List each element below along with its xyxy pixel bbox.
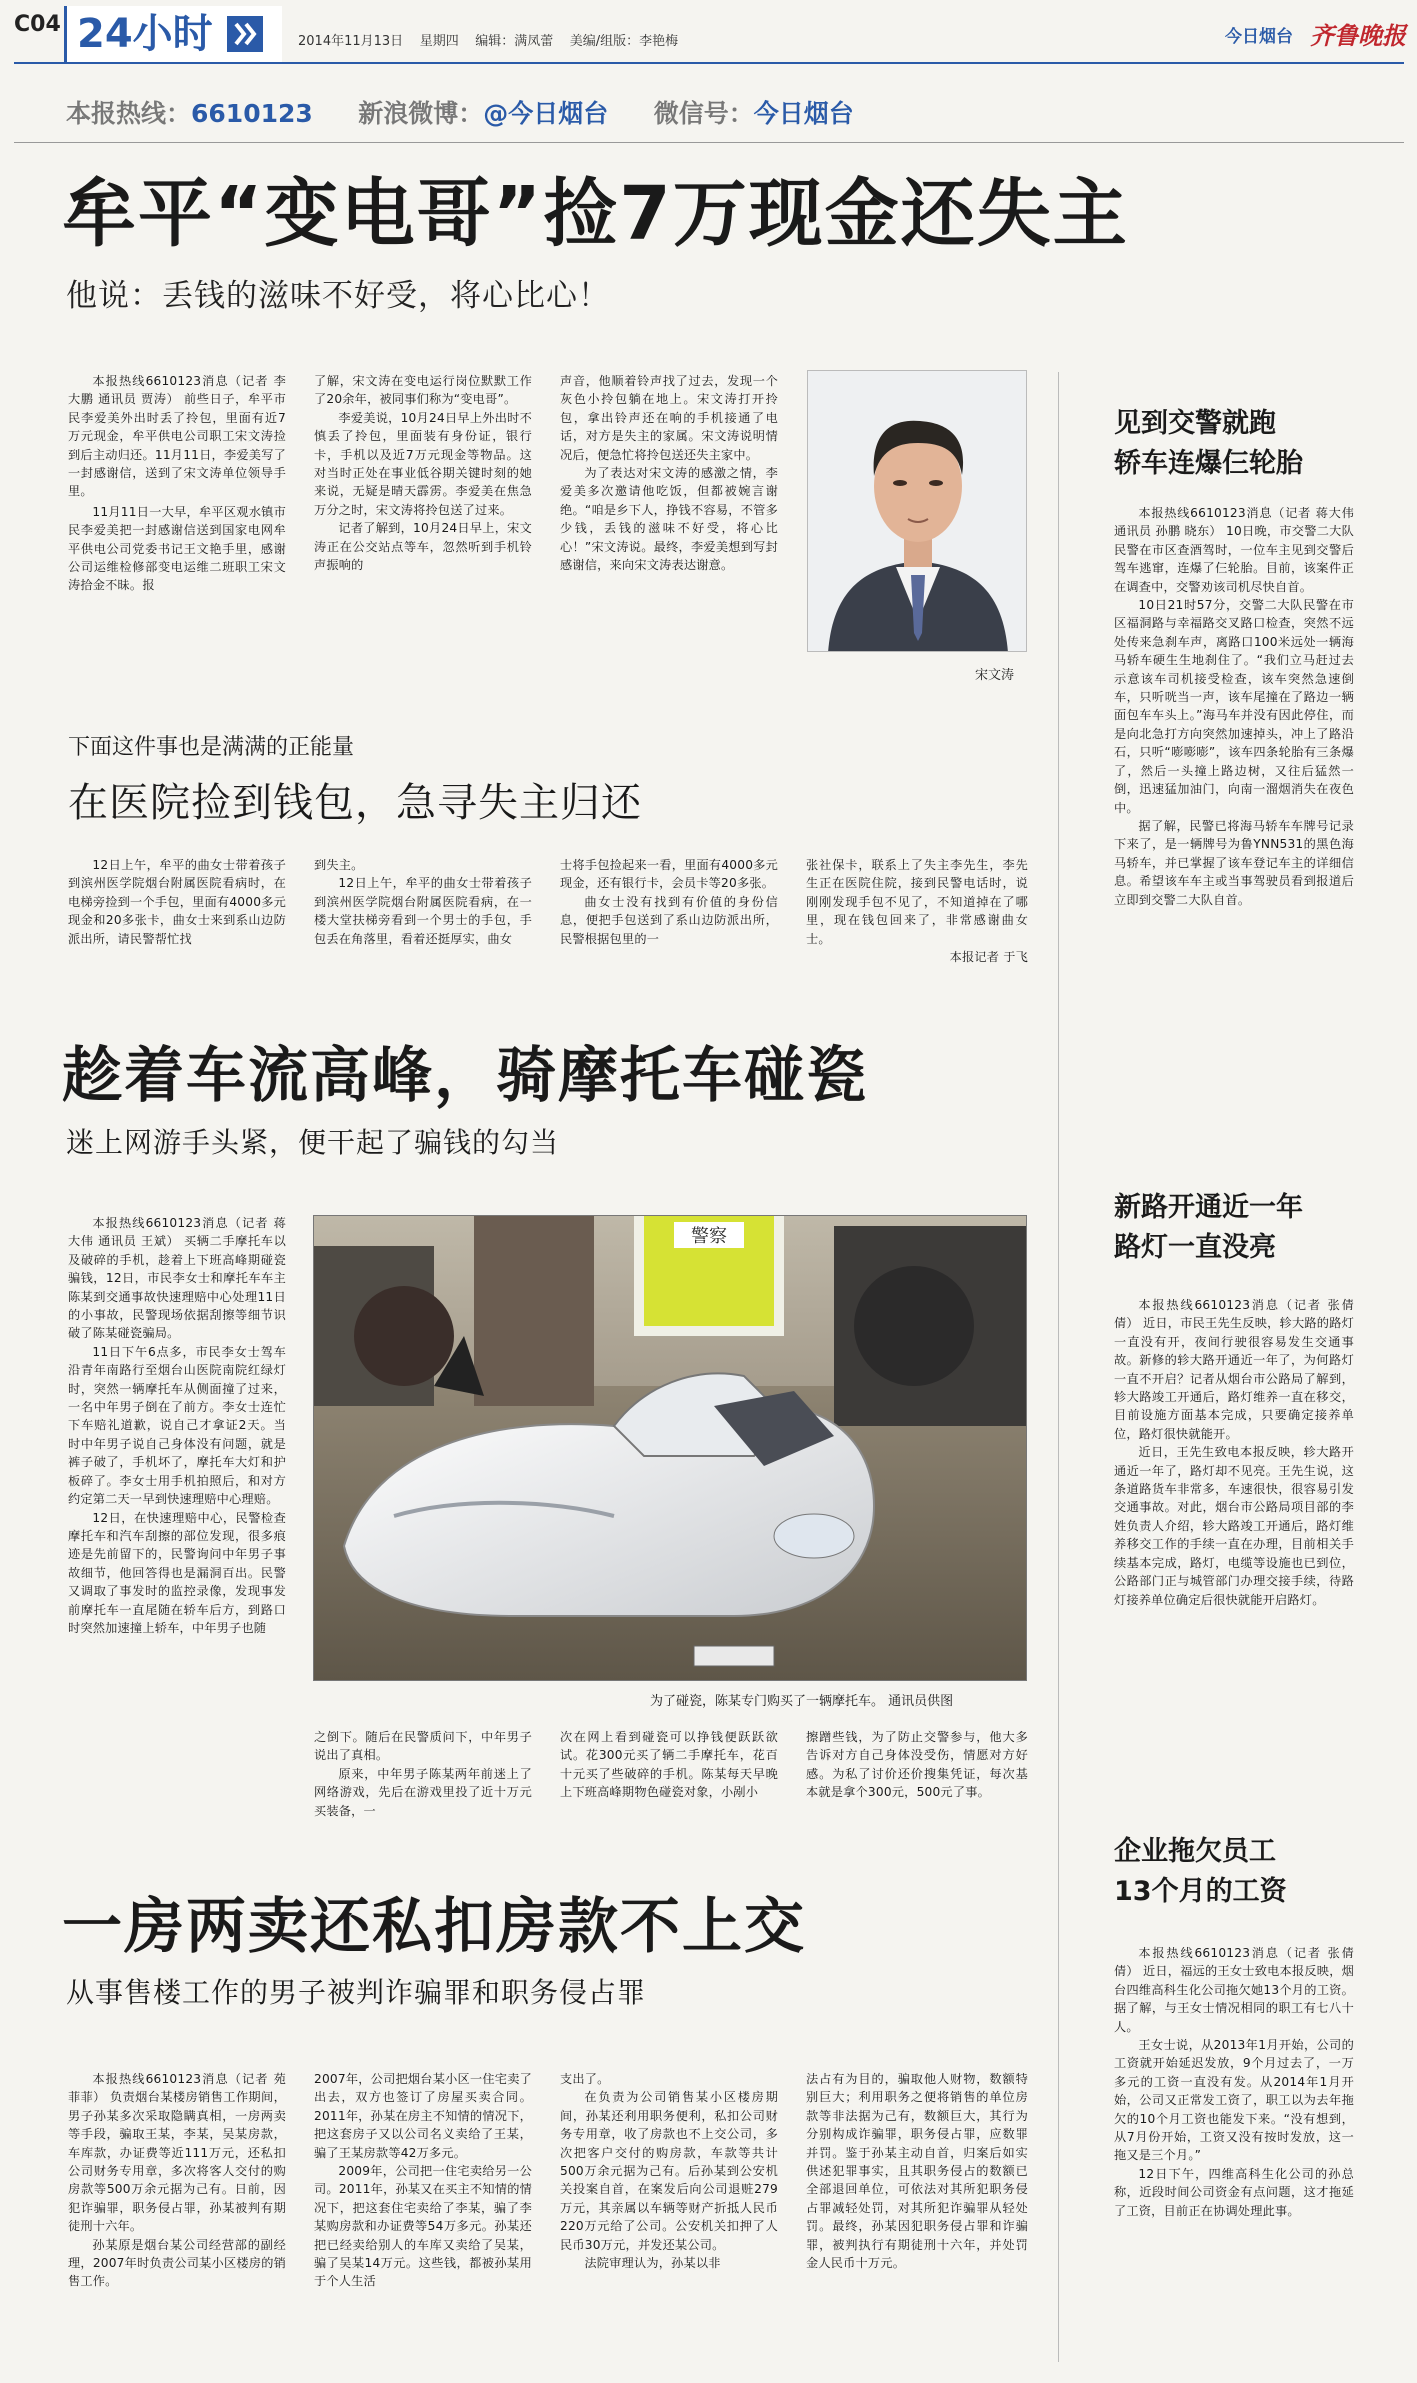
weibo-handle: @今日烟台 — [483, 99, 609, 128]
side2-headline — [1114, 1188, 1374, 1268]
house-headline: 一房两卖还私扣房款不上交 — [62, 1892, 806, 1962]
sub-kicker: 下面这件事也是满满的正能量 — [68, 735, 355, 760]
side2-title-line2: 路灯一直没亮 — [1114, 1232, 1276, 1263]
side3-body — [1114, 1944, 1354, 2220]
lead-headline: 牟平“变电哥”捡7万现金还失主 — [62, 171, 1129, 257]
paragraph: 次在网上看到碰瓷可以挣钱便跃跃欲试。花300元买了辆二手摩托车，花百十元买了些破碎的手机。陈某每天早晚上下班高峰期物色碰瓷对象，小剐小 — [560, 1730, 778, 1800]
paragraph: 法占有为目的，骗取他人财物，数额特别巨大；利用职务之便将销售的单位房款等非法据为己有，数额巨大，其行为分别构成诈骗罪，职务侵占罪，应数罪并罚。鉴于孙某主动自首，归案后如实供述犯罪事实，且其职务侵占的数额已全部退回单位，可依法对其所犯职务侵占罪减轻处罚，对其所犯诈骗罪从轻处罚。最终，孙某因犯职务侵占罪和诈骗罪，被判执行有期徒刑十六年，并处罚金人民币十万元。 — [806, 2072, 1028, 2271]
paragraph: 法院审理认为，孙某以非 — [584, 2256, 721, 2271]
motorcycle-photo — [313, 1215, 1027, 1681]
paragraph: 记者了解到，10月24日早上，宋文涛正在公交站点等车，忽然听到手机铃声振响的 — [314, 521, 532, 573]
paragraph: 本报热线6610123消息（记者 张倩倩） 近日，市民王先生反映，轸大路的路灯一直没有开，夜间行驶很容易发生交通事故。新修的轸大路开通近一年了，为何路灯一直不开启？记者从烟台市公路局了解到，轸大路竣工开通后，路灯维养一直在移交，目前设施方面基本完成，只要确定接养单位，路灯很快就能开。 — [1114, 1298, 1354, 1441]
house-column-3 — [560, 2070, 778, 2272]
portrait-caption: 宋文涛 — [975, 668, 1015, 683]
sub-column-2 — [314, 856, 532, 948]
section-title: 24小时 — [77, 11, 213, 57]
house-column-4 — [806, 2070, 1028, 2272]
moto-column-2 — [314, 1728, 532, 1820]
paragraph: 本报热线6610123消息（记者 苑菲菲） 负责烟台某楼房销售工作期间，男子孙某多次采取隐瞒真相，一房两卖等手段，骗取王某，李某，吴某房款，车库款，办证费等近111万元，还私扣公司财务专用章，多次将客人交付的购房款等500万余元据为己有。日前，因犯诈骗罪，职务侵占罪，孙某被判有期徒刑十六年。 — [68, 2072, 286, 2234]
issue-weekday: 星期四 — [419, 34, 459, 49]
page-number: C04 — [14, 12, 61, 37]
house-column-2 — [314, 2070, 532, 2291]
paragraph: 王女士说，从2013年1月开始，公司的工资就开始延迟发放，9个月过去了，一万多元的工资一直没有发。从2014年1月开始，公司又正常发工资了，职工以为去年拖欠的10个月工资也能发下来。“没有想到，从7月份开始，工资又没有按时发放，这一拖又是三个月。” — [1114, 2038, 1354, 2163]
paragraph: 本报热线6610123消息（记者 张倩倩） 近日，福远的王女士致电本报反映，烟台四维高科生化公司拖欠她13个月的工资。据了解，与王女士情况相同的职工有七八十人。 — [1114, 1946, 1354, 2034]
paragraph: 在负责为公司销售某小区楼房期间，孙某还利用职务便利，私扣公司财务专用章，收了房款也不上交公司，多次把客户交付的购房款，车款等共计500万余元据为己有。后孙某到公安机关投案自首，在案发后向公司退赃279万元，其亲属以车辆等财产折抵人民币220万元给了公司。公安机关扣押了人民币30万元，并发还某公司。 — [560, 2090, 778, 2252]
side1-headline — [1114, 404, 1374, 484]
vest-label: 警察 — [691, 1226, 727, 1247]
byline: 本报记者 于飞 — [949, 950, 1028, 965]
hotline-label: 本报热线： — [66, 99, 192, 128]
sub-headline: 在医院捡到钱包，急寻失主归还 — [68, 780, 642, 826]
paragraph: 2009年，公司把一住宅卖给另一公司。2011年，孙某又在买主不知情的情况下，把这套住宅卖给了李某，骗了李某购房款和办证费等54万多元。孙某还把已经卖给别人的车库又卖给了吴某，骗了吴某14万元。这些钱，都被孙某用于个人生活 — [314, 2164, 532, 2289]
paragraph: 12日上午，牟平的曲女士带着孩子到滨州医学院烟台附属医院看病时，在电梯旁捡到一个手包，里面有4000多元现金和20多张卡，曲女士来到系山边防派出所，请民警帮忙找 — [68, 858, 286, 946]
paragraph: 据了解，民警已将海马轿车车牌号记录下来了，是一辆牌号为鲁YNN531的黑色海马轿车，并已掌握了该车登记车主的详细信息。希望该车车主或当事驾驶员看到报道后立即到交警二大队自首。 — [1114, 818, 1354, 907]
portrait-photo — [807, 370, 1027, 652]
side2-title-line1: 新路开通近一年 — [1114, 1192, 1303, 1223]
paragraph: 12日上午，牟平的曲女士带着孩子到滨州医学院烟台附属医院看病，在一楼大堂扶梯旁看到一个男士的手包，手包丢在角落里，看着还挺厚实，曲女 — [314, 876, 532, 946]
section-banner — [64, 6, 282, 62]
lead-subtitle: 他说：丢钱的滋味不好受，将心比心！ — [66, 278, 610, 314]
lead-column-1 — [68, 372, 286, 595]
paragraph: 本报热线6610123消息（记者 蒋大伟 通讯员 王斌） 买辆二手摩托车以及破碎的手机，趁着上下班高峰期碰瓷骗钱，12日，市民李女士和摩托车车主陈某到交通事故快速理赔中心处理11日的小事故，民警现场依据刮擦等细节识破了陈某碰瓷骗局。 — [68, 1216, 286, 1341]
sub-column-1 — [68, 856, 286, 948]
wechat-label: 微信号： — [653, 99, 754, 128]
side1-title-line1: 见到交警就跑 — [1114, 408, 1276, 439]
paragraph: 声音，他顺着铃声找了过去，发现一个灰色小拎包躺在地上。宋文涛打开拎包，拿出铃声还在响的手机接通了电话，对方是失主的家属。宋文涛说明情况后，便急忙将拎包送还失主家中。 — [560, 374, 778, 462]
house-subtitle: 从事售楼工作的男子被判诈骗罪和职务侵占罪 — [66, 1976, 647, 2009]
issue-meta — [298, 30, 678, 49]
paragraph: 了解，宋文涛在变电运行岗位默默工作了20余年，被同事们称为“变电哥”。 — [314, 374, 532, 407]
column-tag: 今日烟台 — [1225, 27, 1293, 47]
moto-column-4 — [806, 1728, 1028, 1802]
chevron-right-icon — [227, 16, 263, 52]
moto-photo-caption: 为了碰瓷，陈某专门购买了一辆摩托车。 通讯员供图 — [650, 1694, 954, 1709]
paragraph: 本报热线6610123消息（记者 李大鹏 通讯员 贾涛） 前些日子，牟平市民李爱美外出时丢了拎包，里面有近7万元现金，牟平供电公司职工宋文涛捡到后主动归还。11月11日，李爱美写了一封感谢信，送到了宋文涛单位领导手里。 — [68, 374, 286, 499]
side3-title-line2: 13个月的工资 — [1114, 1876, 1287, 1907]
paragraph: 原来，中年男子陈某两年前迷上了网络游戏，先后在游戏里投了近十万元买装备，一 — [314, 1766, 532, 1818]
paragraph: 本报热线6610123消息（记者 蒋大伟 通讯员 孙鹏 晓东） 10日晚，市交警二大队民警在市区查酒驾时，一位车主见到交警后驾车逃窜，连爆了仨轮胎。目前，该案件正在调查中，交警劝该司机尽快自首。 — [1114, 506, 1354, 594]
contact-bar — [66, 94, 854, 130]
paragraph: 曲女士没有找到有价值的身份信息，便把手包送到了系山边防派出所，民警根据包里的一 — [560, 894, 778, 946]
paragraph: 近日，王先生致电本报反映，轸大路开通近一年了，路灯却不见亮。王先生说，这条道路货车非常多，车速很快，很容易引发交通事故。对此，烟台市公路局项目部的李姓负责人介绍，轸大路竣工开通后，路灯维养移交工作的手续一直在办理，目前相关手续基本完成，路灯，电缆等设施也已到位，公路部门正与城管部门办理交接手续，待路灯接养单位确定后很快就能开启路灯。 — [1114, 1445, 1354, 1607]
moto-column-3 — [560, 1728, 778, 1802]
moto-subtitle: 迷上网游手头紧，便干起了骗钱的勾当 — [66, 1126, 560, 1159]
header-rule-bottom — [14, 142, 1404, 143]
paragraph: 为了表达对宋文涛的感激之情，李爱美多次邀请他吃饭，但都被婉言谢绝。“咱是乡下人，挣钱不容易，不管多少钱，丢钱的滋味不好受，将心比心！”宋文涛说。最终，李爱美想到写封感谢信，来向宋文涛表达谢意。 — [560, 466, 778, 573]
paragraph: 2007年，公司把烟台某小区一住宅卖了出去，双方也签订了房屋买卖合同。2011年，孙某在房主不知情的情况下，把这套房子又以公司名义卖给了王某，骗了王某房款等42万多元。 — [314, 2072, 532, 2160]
lead-column-3 — [560, 372, 778, 574]
paragraph: 擦蹭些钱，为了防止交警参与，他大多告诉对方自己身体没受伤，情愿对方好感。为私了讨价还价搜集凭证，每次基本就是拿个300元，500元了事。 — [806, 1730, 1028, 1800]
side3-title-line1: 企业拖欠员工 — [1114, 1836, 1276, 1867]
side3-headline — [1114, 1832, 1374, 1912]
sub-column-4 — [806, 856, 1028, 966]
paragraph: 张社保卡，联系上了失主李先生，李先生正在医院住院，接到民警电话时，说刚刚发现手包不见了，不知道掉在了哪里，现在钱包回来了，非常感谢曲女士。 — [806, 858, 1028, 946]
issue-date: 2014年11月13日 — [298, 34, 404, 49]
paragraph: 士将手包捡起来一看，里面有4000多元现金，还有银行卡，会员卡等20多张。 — [560, 858, 778, 891]
issue-editor: 编辑：满凤蕾 — [475, 34, 554, 49]
paper-name-logo: 齐鲁晚报 — [1310, 21, 1406, 50]
paragraph: 到失主。 — [314, 858, 364, 872]
paragraph: 12日下午，四维高科生化公司的孙总称，近段时间公司资金有点问题，这才拖延了工资，目前正在协调处理此事。 — [1114, 2166, 1354, 2218]
header-rule-top — [14, 62, 1404, 64]
paragraph: 李爱美说，10月24日早上外出时不慎丢了拎包，里面装有身份证，银行卡，手机以及近7万元现金等物品。这对当时正处在事业低谷期关键时刻的她来说，无疑是晴天霹雳。李爱美在焦急万分之时，宋文涛将拎包送了过来。 — [314, 410, 532, 517]
sub-column-3 — [560, 856, 778, 948]
sidebar-divider — [1058, 372, 1059, 2362]
paragraph: 之倒下。随后在民警质问下，中年男子说出了真相。 — [314, 1730, 532, 1763]
hotline-number: 6610123 — [191, 99, 313, 128]
paragraph: 孙某原是烟台某公司经营部的副经理，2007年时负责公司某小区楼房的销售工作。 — [68, 2237, 286, 2289]
paragraph: 11月11日一大早，牟平区观水镇市民李爱美把一封感谢信送到国家电网牟平供电公司党委书记王文艳手里，感谢公司运维检修部变电运维二班职工宋文涛拾金不昧。报 — [68, 504, 286, 593]
paragraph: 11日下午6点多，市民李女士驾车沿青年南路行至烟台山医院南院红绿灯时，突然一辆摩托车从侧面撞了过来，一名中年男子倒在了前方。李女士连忙下车赔礼道歉，说自己才拿证2天。当时中年男子说自己身体没有问题，就是裤子破了，手机坏了，摩托车大灯和护板碎了。李女士用手机拍照后，和对方约定第二天一早到快速理赔中心理赔。 — [68, 1344, 286, 1507]
paragraph: 支出了。 — [560, 2072, 610, 2086]
side1-body — [1114, 504, 1354, 909]
side2-body — [1114, 1296, 1354, 1609]
wechat-id: 今日烟台 — [753, 99, 854, 128]
side1-title-line2: 轿车连爆仨轮胎 — [1114, 448, 1303, 479]
paragraph: 12日，在快速理赔中心，民警检查摩托车和汽车刮擦的部位发现，很多痕迹是先前留下的，民警询问中年男子事故细节，他回答得也是漏洞百出。民警又调取了事发时的监控录像，发现事发前摩托车一直尾随在轿车后方，到路口时突然加速撞上轿车，中年男子也随 — [68, 1510, 286, 1635]
issue-designer: 美编/组版：李艳梅 — [569, 34, 679, 49]
lead-column-2 — [314, 372, 532, 574]
paragraph: 10日21时57分，交警二大队民警在市区福洞路与幸福路交叉路口检查，突然不远处传来急刹车声，离路口100米远处一辆海马轿车硬生生地刹住了。“我们立马赶过去示意该车司机接受检查，该车突然急速倒车，只听咣当一声，该车尾撞在了路边一辆面包车车头上。”海马车并没有因此停住，而是向北急打方向突然加速掉头，冲上了路沿石，只听“嘭嘭嘭”，该车四条轮胎有三条爆了，然后一头撞上路边树，又往后猛然一倒，迅速猛加油门，向南一溜烟消失在夜色中。 — [1114, 598, 1354, 815]
moto-column-1 — [68, 1214, 286, 1637]
house-column-1 — [68, 2070, 286, 2291]
moto-headline: 趁着车流高峰，骑摩托车碰瓷 — [62, 1041, 868, 1111]
weibo-label: 新浪微博： — [358, 99, 484, 128]
